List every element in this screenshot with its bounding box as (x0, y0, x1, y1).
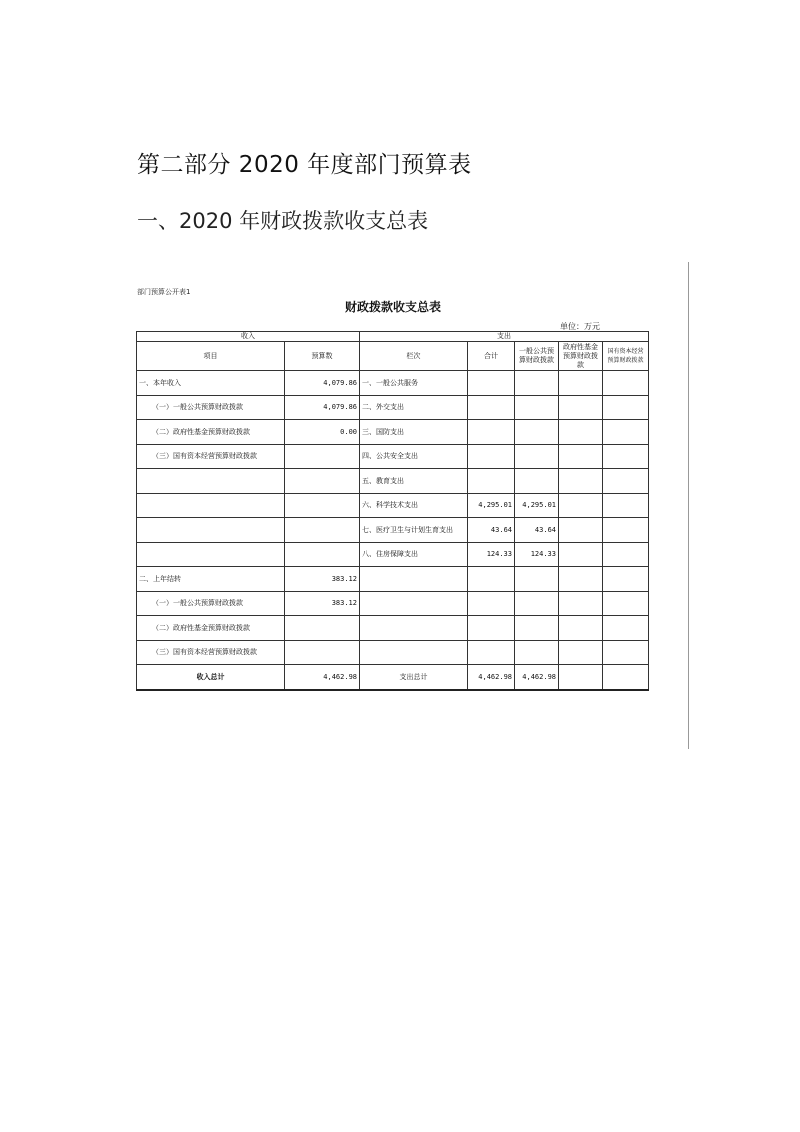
table-row (137, 420, 649, 445)
table-row (137, 518, 649, 543)
table-row (137, 371, 649, 396)
table-row (137, 567, 649, 592)
row-category: 四、公共安全支出 (360, 444, 468, 469)
column-header-row (137, 342, 649, 371)
table-row (137, 640, 649, 665)
row-total (468, 395, 515, 420)
row-item: （一）一般公共预算财政拨款 (137, 395, 285, 420)
income-total-value: 4,462.98 (285, 665, 360, 690)
row-total (468, 469, 515, 494)
row-general (515, 395, 559, 420)
row-budget (285, 444, 360, 469)
row-total (468, 640, 515, 665)
row-fund (559, 444, 603, 469)
row-budget (285, 469, 360, 494)
income-group-header: 收入 (137, 332, 360, 342)
expense-total-value: 4,462.98 (468, 665, 515, 690)
row-state (603, 420, 649, 445)
row-state (603, 616, 649, 641)
row-item (137, 469, 285, 494)
table-row (137, 616, 649, 641)
expense-general-total-value: 4,462.98 (515, 665, 559, 690)
table-row (137, 469, 649, 494)
row-item (137, 493, 285, 518)
row-item: （三）国有资本经营预算财政拨款 (137, 444, 285, 469)
expense-group-header: 支出 (360, 332, 649, 342)
row-category (360, 591, 468, 616)
row-budget: 4,079.86 (285, 371, 360, 396)
row-total: 4,295.01 (468, 493, 515, 518)
row-state (603, 542, 649, 567)
row-fund (559, 518, 603, 543)
row-item: （二）政府性基金预算财政拨款 (137, 616, 285, 641)
row-general (515, 616, 559, 641)
row-state (603, 640, 649, 665)
row-budget (285, 518, 360, 543)
row-fund (559, 616, 603, 641)
row-general: 124.33 (515, 542, 559, 567)
table-number: 部门预算公开表1 (137, 288, 191, 296)
income-total-label: 收入总计 (137, 665, 285, 690)
row-state (603, 395, 649, 420)
table-row (137, 542, 649, 567)
row-state (603, 591, 649, 616)
expense-total-label: 支出总计 (360, 665, 468, 690)
part-heading: 第二部分 2020 年度部门预算表 (137, 152, 472, 178)
row-item (137, 542, 285, 567)
row-budget (285, 493, 360, 518)
unit-label: 单位：万元 (560, 322, 600, 331)
group-header-row (137, 332, 649, 342)
col-header-total: 合计 (468, 342, 515, 371)
col-header-state: 国有资本经营预算财政拨款 (603, 342, 649, 371)
row-total: 43.64 (468, 518, 515, 543)
row-fund (559, 640, 603, 665)
row-fund (559, 420, 603, 445)
row-budget (285, 640, 360, 665)
row-category: 五、教育支出 (360, 469, 468, 494)
col-header-category: 栏次 (360, 342, 468, 371)
section-heading: 一、2020 年财政拨款收支总表 (137, 209, 429, 233)
expense-fund-total-value (559, 665, 603, 690)
row-total (468, 616, 515, 641)
row-general (515, 444, 559, 469)
row-general: 4,295.01 (515, 493, 559, 518)
row-category: 六、科学技术支出 (360, 493, 468, 518)
row-fund (559, 469, 603, 494)
row-budget: 383.12 (285, 567, 360, 592)
row-fund (559, 591, 603, 616)
row-fund (559, 493, 603, 518)
row-budget (285, 542, 360, 567)
row-fund (559, 371, 603, 396)
row-category: 八、住房保障支出 (360, 542, 468, 567)
row-state (603, 444, 649, 469)
row-total (468, 371, 515, 396)
row-general (515, 591, 559, 616)
row-budget (285, 616, 360, 641)
row-general (515, 371, 559, 396)
row-total: 124.33 (468, 542, 515, 567)
row-total (468, 591, 515, 616)
table-row (137, 493, 649, 518)
row-item: （三）国有资本经营预算财政拨款 (137, 640, 285, 665)
page-edge-line (688, 262, 689, 749)
totals-row (137, 665, 649, 690)
row-item: （一）一般公共预算财政拨款 (137, 591, 285, 616)
row-total (468, 444, 515, 469)
row-state (603, 469, 649, 494)
table-row (137, 591, 649, 616)
row-general (515, 567, 559, 592)
row-fund (559, 542, 603, 567)
col-header-item: 项目 (137, 342, 285, 371)
col-header-budget: 预算数 (285, 342, 360, 371)
row-category: 二、外交支出 (360, 395, 468, 420)
row-state (603, 371, 649, 396)
row-item: （二）政府性基金预算财政拨款 (137, 420, 285, 445)
row-state (603, 567, 649, 592)
row-budget: 0.00 (285, 420, 360, 445)
row-state (603, 493, 649, 518)
row-fund (559, 567, 603, 592)
row-general (515, 469, 559, 494)
row-budget: 383.12 (285, 591, 360, 616)
row-general (515, 640, 559, 665)
row-budget: 4,079.86 (285, 395, 360, 420)
row-item: 一、本年收入 (137, 371, 285, 396)
col-header-general: 一般公共预算财政拨款 (515, 342, 559, 371)
row-fund (559, 395, 603, 420)
row-category (360, 616, 468, 641)
row-category (360, 640, 468, 665)
table-title: 财政拨款收支总表 (344, 300, 441, 314)
row-state (603, 518, 649, 543)
budget-table (136, 331, 649, 691)
expense-state-total-value (603, 665, 649, 690)
row-item: 二、上年结转 (137, 567, 285, 592)
table-row (137, 395, 649, 420)
row-total (468, 567, 515, 592)
row-category: 一、一般公共服务 (360, 371, 468, 396)
row-category (360, 567, 468, 592)
row-category: 七、医疗卫生与计划生育支出 (360, 518, 468, 543)
row-item (137, 518, 285, 543)
row-category: 三、国防支出 (360, 420, 468, 445)
row-general: 43.64 (515, 518, 559, 543)
col-header-fund: 政府性基金预算财政拨款 (559, 342, 603, 371)
row-general (515, 420, 559, 445)
row-total (468, 420, 515, 445)
table-row (137, 444, 649, 469)
